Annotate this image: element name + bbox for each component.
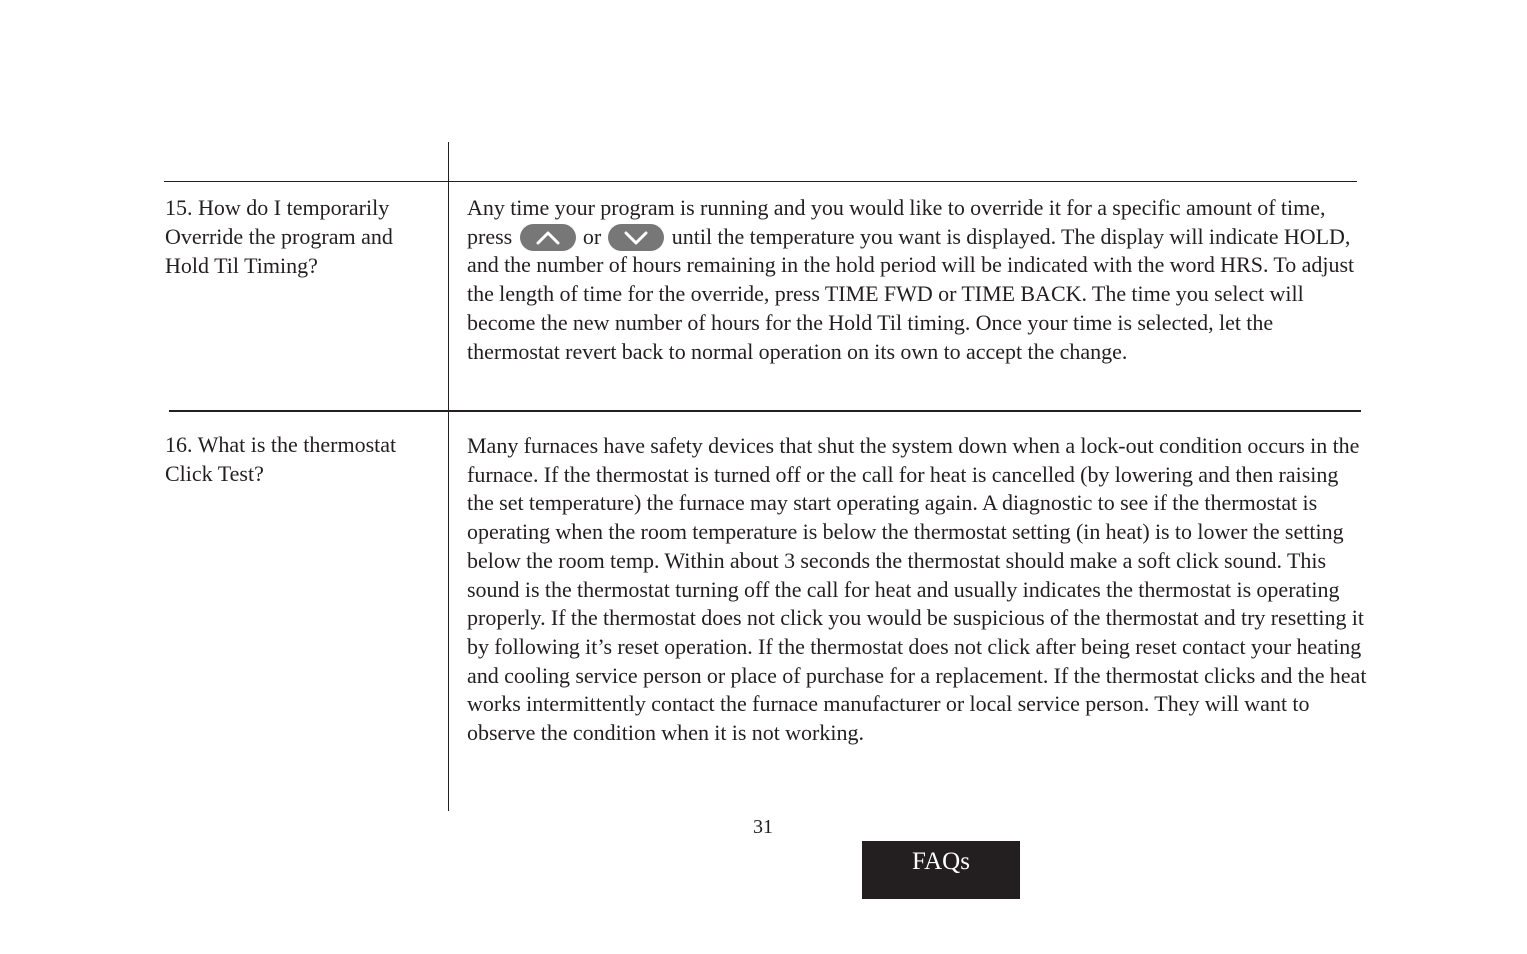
faq-15-answer-part2: until the temperature you want is displayed. The display will indicate HOLD, and the number of hours remaining in the hold period will be indicated with the word HRS. To adjust the length of time for the override, press TIME FWD or TIME BACK. The time you select will become the new number of hours for the Hold Til timing. Once your time is selected, let the thermostat revert back to normal operation on its own to accept the change. bbox=[467, 223, 1355, 364]
faq-15-answer bbox=[467, 194, 1367, 366]
down-arrow-key-icon bbox=[608, 224, 664, 251]
page-number: 31 bbox=[753, 816, 773, 838]
faq-16-question: 16. What is the thermostat Click Test? bbox=[165, 432, 397, 486]
faq-15-answer-part1: Any time your program is running and you would like to override it for a specific amount of time, press bbox=[467, 195, 1326, 249]
faq-16-answer: Many furnaces have safety devices that shut the system down when a lock-out condition occurs in the furnace. If the thermostat is turned off or the call for heat is cancelled (by lowering and then raising the set temperature) the furnace may start operating again. A diagnostic to see if the thermostat is operating when the room temperature is below the thermostat setting (in heat) is to lower the setting below the room temp. Within about 3 seconds the thermostat should make a soft click sound. This sound is the thermostat turning off the call for heat and usually indicates the thermostat is operating properly. If the thermostat does not click you would be suspicious of the thermostat and try resetting it by following it’s reset operation. If the thermostat does not click after being reset contact your heating and cooling service person or place of purchase for a replacement. If the thermostat clicks and the heat works intermittently contact the furnace manufacturer or local service person. They will want to observe the condition when it is not working. bbox=[467, 433, 1367, 746]
table-top-rule bbox=[164, 181, 1357, 182]
up-arrow-key-icon bbox=[520, 224, 576, 251]
row-divider bbox=[169, 410, 1361, 412]
faq-15-question: 15. How do I temporarily Override the program and Hold Til Timing? bbox=[165, 195, 393, 278]
column-divider bbox=[448, 142, 449, 811]
section-tab-faqs: FAQs bbox=[862, 841, 1020, 899]
faq-15-answer-or: or bbox=[582, 223, 602, 249]
